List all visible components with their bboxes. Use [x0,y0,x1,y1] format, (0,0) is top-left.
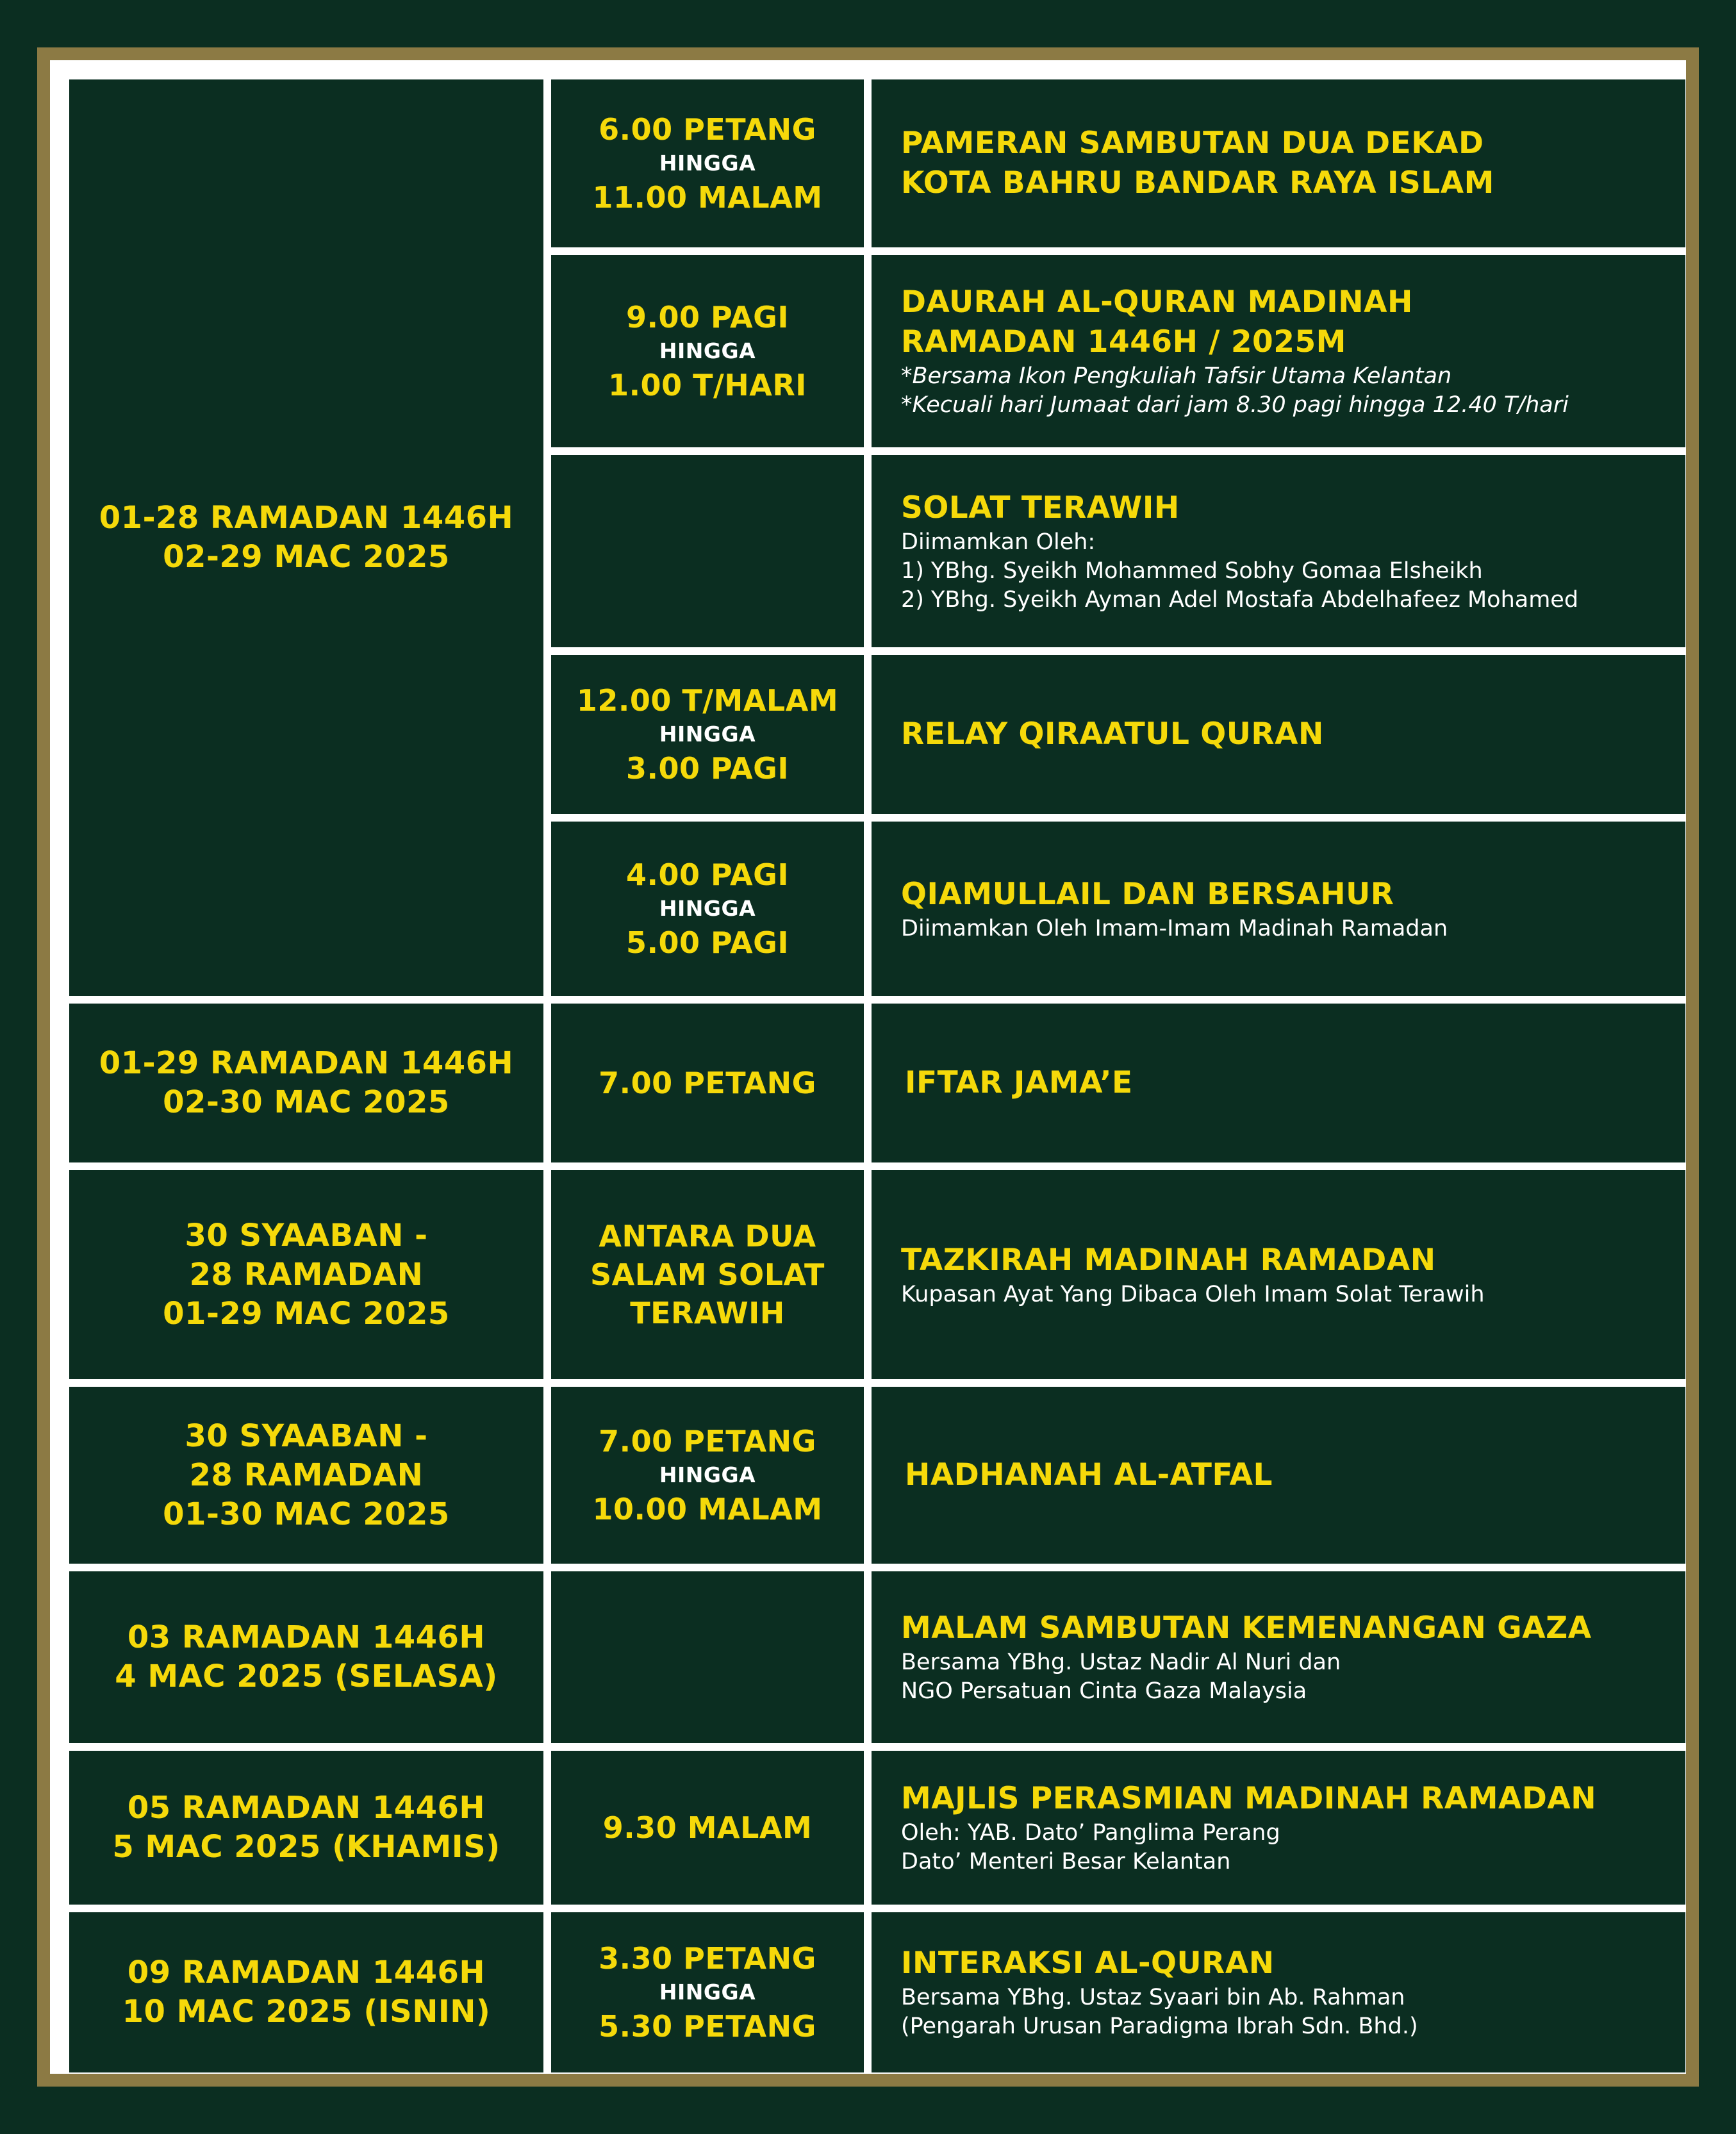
event-cell [872,822,1685,996]
event-title: RAMADAN 1446H / 2025M [901,324,1346,360]
event-cell [872,1170,1685,1379]
date-line: 01-28 RAMADAN 1446H [99,500,514,536]
time-end: 5.30 PETANG [599,2009,816,2044]
time-end: 10.00 MALAM [592,1492,823,1526]
date-cell [69,1387,543,1564]
time-cell [551,1004,864,1162]
event-title: MAJLIS PERASMIAN MADINAH RAMADAN [901,1781,1597,1816]
event-cell [872,1751,1685,1905]
event-detail: Bersama YBhg. Ustaz Syaari bin Ab. Rahman [901,1985,1405,2010]
time-line: TERAWIH [630,1296,785,1330]
time-cell [551,455,864,647]
time-cell [551,1912,864,2072]
time-start: 6.00 PETANG [599,112,816,147]
time-cell [551,1751,864,1905]
date-line: 28 RAMADAN [189,1457,424,1493]
time-cell [551,1571,864,1743]
time-line: ANTARA DUA [599,1219,816,1253]
event-cell [872,455,1685,647]
event-detail: 1) YBhg. Syeikh Mohammed Sobhy Gomaa Elsheikh [901,558,1483,584]
time-line: 9.30 MALAM [602,1810,813,1845]
event-cell [872,79,1685,247]
time-start: 7.00 PETANG [599,1424,816,1459]
time-joiner: HINGGA [659,1462,756,1487]
event-title: HADHANAH AL-ATFAL [905,1457,1273,1493]
date-line: 09 RAMADAN 1446H [127,1955,486,1990]
event-title: INTERAKSI AL-QURAN [901,1946,1275,1981]
event-detail: 2) YBhg. Syeikh Ayman Adel Mostafa Abdelhafeez Mohamed [901,586,1579,613]
event-cell [872,655,1685,814]
time-joiner: HINGGA [659,722,756,747]
event-title: KOTA BAHRU BANDAR RAYA ISLAM [901,165,1494,201]
event-title: TAZKIRAH MADINAH RAMADAN [901,1242,1436,1278]
event-detail: Oleh: YAB. Dato’ Panglima Perang [901,1820,1280,1846]
time-line: SALAM SOLAT [590,1257,825,1292]
event-cell [872,255,1685,447]
time-cell [551,1170,864,1379]
time-joiner: HINGGA [659,338,756,363]
date-line: 05 RAMADAN 1446H [127,1790,486,1826]
date-cell [69,79,543,996]
time-joiner: HINGGA [659,896,756,921]
time-start: 4.00 PAGI [626,857,789,892]
date-cell [69,1571,543,1743]
date-line: 10 MAC 2025 (ISNIN) [122,1994,491,2030]
date-cell [69,1751,543,1905]
time-cell [551,255,864,447]
date-line: 5 MAC 2025 (KHAMIS) [112,1829,500,1865]
time-cell [551,822,864,996]
date-line: 01-29 MAC 2025 [163,1295,450,1332]
date-line: 4 MAC 2025 (SELASA) [115,1658,498,1694]
event-title: IFTAR JAMA’E [905,1065,1133,1100]
event-detail: Dato’ Menteri Besar Kelantan [901,1849,1231,1874]
event-detail: (Pengarah Urusan Paradigma Ibrah Sdn. Bhd.) [901,2014,1418,2039]
time-end: 5.00 PAGI [626,925,789,960]
event-title: PAMERAN SAMBUTAN DUA DEKAD [901,126,1484,161]
event-detail: Bersama YBhg. Ustaz Nadir Al Nuri dan [901,1650,1341,1675]
event-title: DAURAH AL-QURAN MADINAH [901,285,1413,320]
event-title: SOLAT TERAWIH [901,490,1180,525]
time-cell [551,1387,864,1564]
date-cell [69,1170,543,1379]
time-end: 11.00 MALAM [592,180,823,215]
event-detail: *Bersama Ikon Pengkuliah Tafsir Utama Kelantan [901,363,1452,389]
time-start: 12.00 T/MALAM [576,683,839,718]
date-line: 01-30 MAC 2025 [163,1496,450,1532]
date-cell [69,1912,543,2072]
event-cell [872,1387,1685,1564]
time-end: 1.00 T/HARI [608,368,807,402]
event-detail: *Kecuali hari Jumaat dari jam 8.30 pagi hingga 12.40 T/hari [901,392,1569,418]
date-line: 01-29 RAMADAN 1446H [99,1045,514,1081]
event-title: MALAM SAMBUTAN KEMENANGAN GAZA [901,1610,1592,1646]
event-cell [872,1912,1685,2072]
date-line: 30 SYAABAN - [185,1418,428,1454]
time-joiner: HINGGA [659,1980,756,2005]
event-cell [872,1004,1685,1162]
event-detail: Kupasan Ayat Yang Dibaca Oleh Imam Solat Terawih [901,1281,1485,1307]
event-title: RELAY QIRAATUL QURAN [901,716,1324,752]
time-start: 9.00 PAGI [626,300,789,335]
time-start: 3.30 PETANG [599,1941,816,1976]
event-detail: Diimamkan Oleh: [901,529,1096,555]
time-cell [551,655,864,814]
date-line: 02-29 MAC 2025 [163,539,450,575]
date-line: 30 SYAABAN - [185,1217,428,1253]
event-detail: Diimamkan Oleh Imam-Imam Madinah Ramadan [901,915,1448,941]
time-end: 3.00 PAGI [626,751,789,786]
time-joiner: HINGGA [659,151,756,176]
event-title: QIAMULLAIL DAN BERSAHUR [901,876,1394,912]
date-line: 02-30 MAC 2025 [163,1084,450,1120]
date-line: 03 RAMADAN 1446H [127,1619,486,1655]
date-line: 28 RAMADAN [189,1256,424,1293]
event-detail: NGO Persatuan Cinta Gaza Malaysia [901,1678,1307,1704]
date-cell [69,1004,543,1162]
time-line: 7.00 PETANG [599,1066,816,1100]
event-cell [872,1571,1685,1743]
time-cell [551,79,864,247]
